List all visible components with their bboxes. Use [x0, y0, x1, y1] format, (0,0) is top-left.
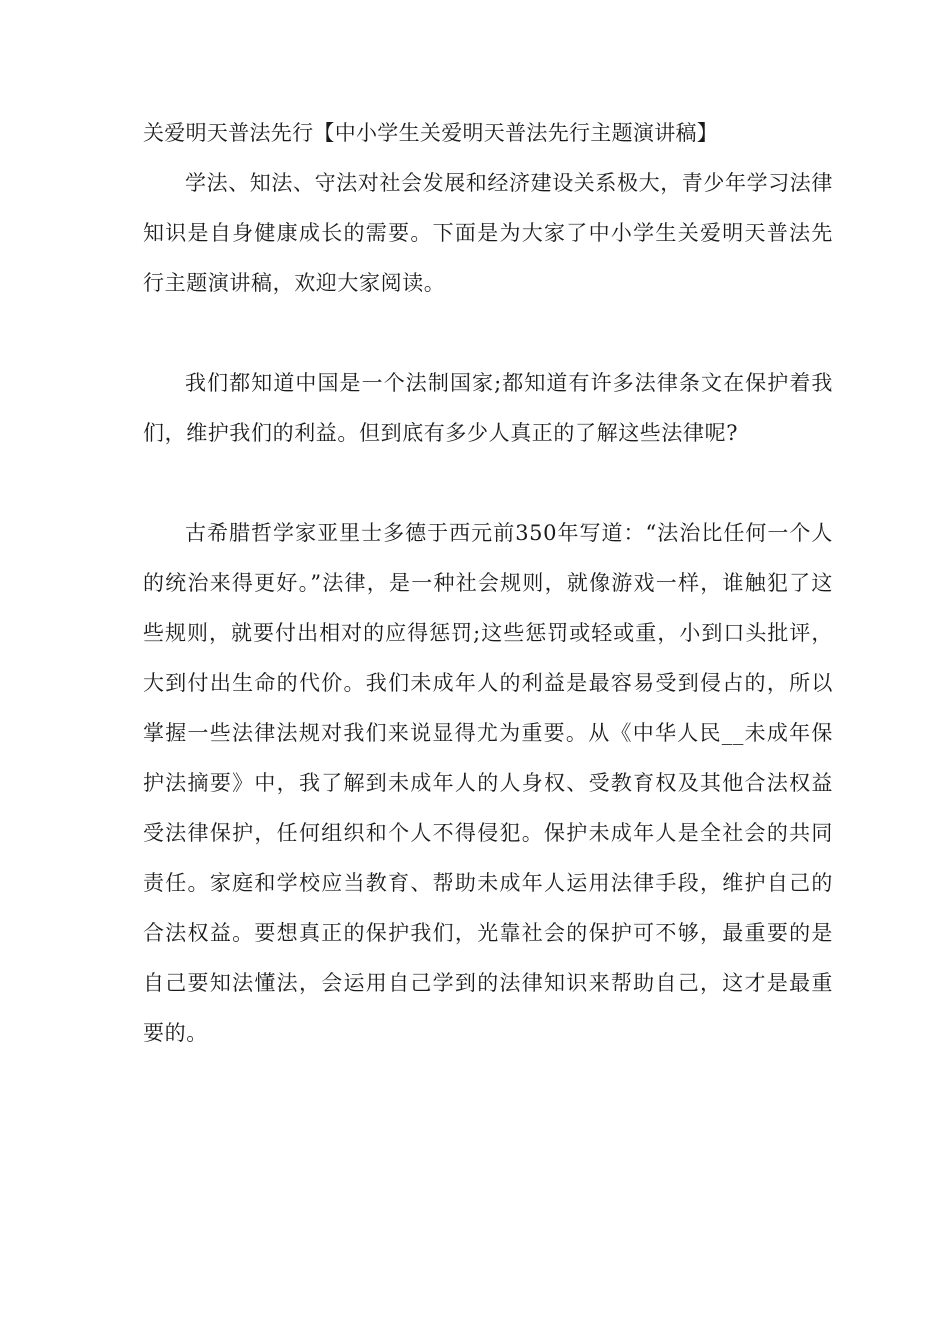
paragraph-spacer	[143, 308, 833, 358]
document-body	[143, 108, 833, 1058]
document-title: 关爱明天普法先行【中小学生关爱明天普法先行主题演讲稿】	[143, 121, 719, 145]
paragraph-spacer	[143, 458, 833, 508]
paragraph-aristotle: 古希腊哲学家亚里士多德于西元前350年写道：“法治比任何一个人的统治来得更好。”法律，是一种社会规则，就像游戏一样，谁触犯了这些规则，就要付出相对的应得惩罚;这些惩罚或轻或重，小到口头批评，大到付出生命的代价。我们未成年人的利益是最容易受到侵占的，所以掌握一些法律法规对我们来说显得尤为重要。从《中华人民__未成年保护法摘要》中，我了解到未成年人的人身权、受教育权及其他合法权益受法律保护，任何组织和个人不得侵犯。保护未成年人是全社会的共同责任。家庭和学校应当教育、帮助未成年人运用法律手段，维护自己的合法权益。要想真正的保护我们，光靠社会的保护可不够，最重要的是自己要知法懂法，会运用自己学到的法律知识来帮助自己，这才是最重要的。	[143, 521, 833, 1045]
paragraph-intro: 学法、知法、守法对社会发展和经济建设关系极大，青少年学习法律知识是自身健康成长的需要。下面是为大家了中小学生关爱明天普法先行主题演讲稿，欢迎大家阅读。	[143, 171, 833, 295]
paragraph-law-question: 我们都知道中国是一个法制国家;都知道有许多法律条文在保护着我们，维护我们的利益。但到底有多少人真正的了解这些法律呢?	[143, 371, 833, 445]
